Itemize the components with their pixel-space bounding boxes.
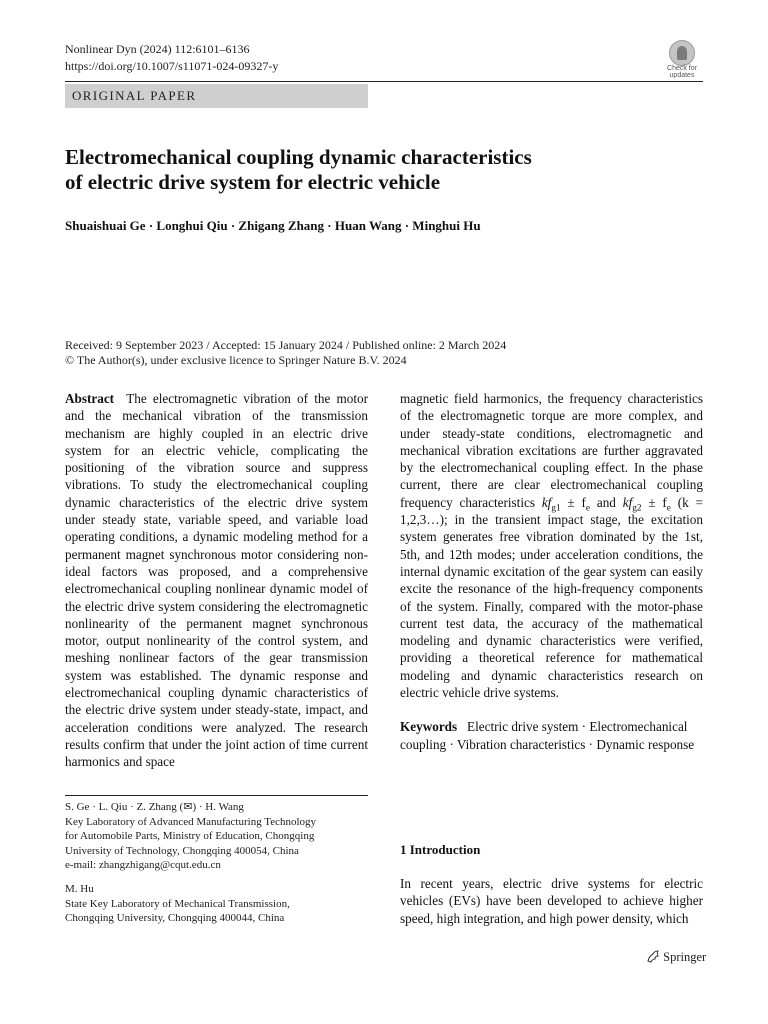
publisher-logo bbox=[646, 949, 706, 965]
abstract-text-left: The electromagnetic vibration of the motor and the mechanical vibration of the transmission mechanism are highly coupled in an electric drive system for an electric vehicle, complicating the positioning of the vibration source and suppress vibrations. To study the electromechanical coupling dynamic characteristics of the electric drive system under steady state, variable speed, and variable load operating conditions, a dynamic modeling method for a permanent magnet synchronous motor considering non-ideal factors was proposed, and a comprehensive electromechanical coupling nonlinear dynamic model of the electric drive system considering the electromagnetic nonlinearity of the permanent magnet synchronous motor, output nonlinearity of the control system, and meshing nonlinear factors of the gear transmission system was established. The dynamic response and electromechanical coupling dynamic characteristics of the electric drive system under steady-state, impact, and acceleration conditions were analyzed. The research results confirm that under the joint action of time current harmonics and space bbox=[65, 391, 369, 770]
crossmark-icon bbox=[669, 40, 695, 66]
badge-line-2: updates bbox=[669, 72, 695, 79]
journal-meta bbox=[65, 41, 278, 75]
doi-link[interactable]: https://doi.org/10.1007/s11071-024-09327-y bbox=[65, 59, 279, 73]
badge-line-1: Check for bbox=[667, 65, 697, 72]
introduction-text: In recent years, electric drive systems for electric vehicles (EVs) have been developed to achieve higher speed, high integration, and high power density, which bbox=[400, 876, 703, 926]
received-accepted-published: Received: 9 September 2023 / Accepted: 15 January 2024 / Published online: 2 March 2024 bbox=[65, 338, 507, 352]
check-for-updates-badge[interactable] bbox=[661, 38, 703, 80]
journal-citation: Nonlinear Dyn (2024) 112:6101–6136 bbox=[65, 42, 250, 56]
paper-title bbox=[65, 145, 685, 195]
email-link[interactable]: e-mail: zhangzhigang@cqut.edu.cn bbox=[65, 859, 221, 871]
abstract-left-column bbox=[65, 390, 368, 771]
keywords-heading: Keywords bbox=[400, 719, 458, 735]
title-line-2: of electric drive system for electric vehicle bbox=[65, 170, 441, 194]
abstract-right-column bbox=[400, 390, 703, 753]
affiliation-names: M. Hu bbox=[65, 883, 94, 895]
title-line-1: Electromechanical coupling dynamic characteristics bbox=[65, 145, 532, 169]
affiliation-block-2: M. Hu State Key Laboratory of Mechanical Transmission, Chongqing University, Chongqing 400044, China bbox=[65, 882, 368, 926]
abstract-continuation: magnetic field harmonics, the frequency characteristics of the electromagnetic torque are more complex, and under steady-state conditions, electromagnetic and mechanical vibration excitations are further aggravated by the electromechanical coupling effect. In the phase current, there are clear electromechanical coupling frequency characteristics $kf_{g1} \pm f_e$ and $kf_{g2} \pm f_e$ (k = 1,2,3…); in the transient impact stage, the excitation system generates free vibration dominated by the 1st, 5th, and 12th modes; under acceleration conditions, the internal dynamic excitation of the gear system can easily excite the resonance of the high-frequency components of the system. Finally, compared with the motor-phase current test data, the accuracy of the mathematical modeling and dynamic characteristics were verified, providing a theoretical reference for mathematical modeling and dynamic characteristics research on electric vehicle drive systems. bbox=[400, 391, 703, 701]
affiliation-names: S. Ge · L. Qiu · Z. Zhang (✉) · H. Wang bbox=[65, 801, 244, 813]
publisher-name: Springer bbox=[663, 950, 707, 964]
abstract-heading: Abstract bbox=[65, 391, 115, 406]
keywords-text: Electric drive system · Electromechanical coupling · Vibration characteristics · Dynamic response bbox=[400, 719, 695, 752]
header-rule bbox=[65, 81, 703, 82]
publication-dates bbox=[65, 338, 506, 368]
author-list: Shuaishuai Ge · Longhui Qiu · Zhigang Zhang · Huan Wang · Minghui Hu bbox=[65, 218, 481, 233]
affiliation-block-1: S. Ge · L. Qiu · Z. Zhang (✉) · H. Wang Key Laboratory of Advanced Manufacturing Technology for Automobile Parts, Ministry of Education, Chongqing University of Technology, Chongqing 400054, China e-mail: zhangzhigang@cqut.edu.cn bbox=[65, 800, 368, 873]
keywords-paragraph bbox=[400, 718, 703, 753]
springer-horse-icon bbox=[646, 949, 660, 963]
article-type-banner: ORIGINAL PAPER bbox=[65, 84, 368, 108]
abstract-paragraph bbox=[65, 390, 368, 771]
section-heading-introduction: 1 Introduction bbox=[400, 842, 481, 857]
copyright-notice: © The Author(s), under exclusive licence to Springer Nature B.V. 2024 bbox=[65, 353, 407, 367]
footnote-rule bbox=[65, 795, 368, 796]
